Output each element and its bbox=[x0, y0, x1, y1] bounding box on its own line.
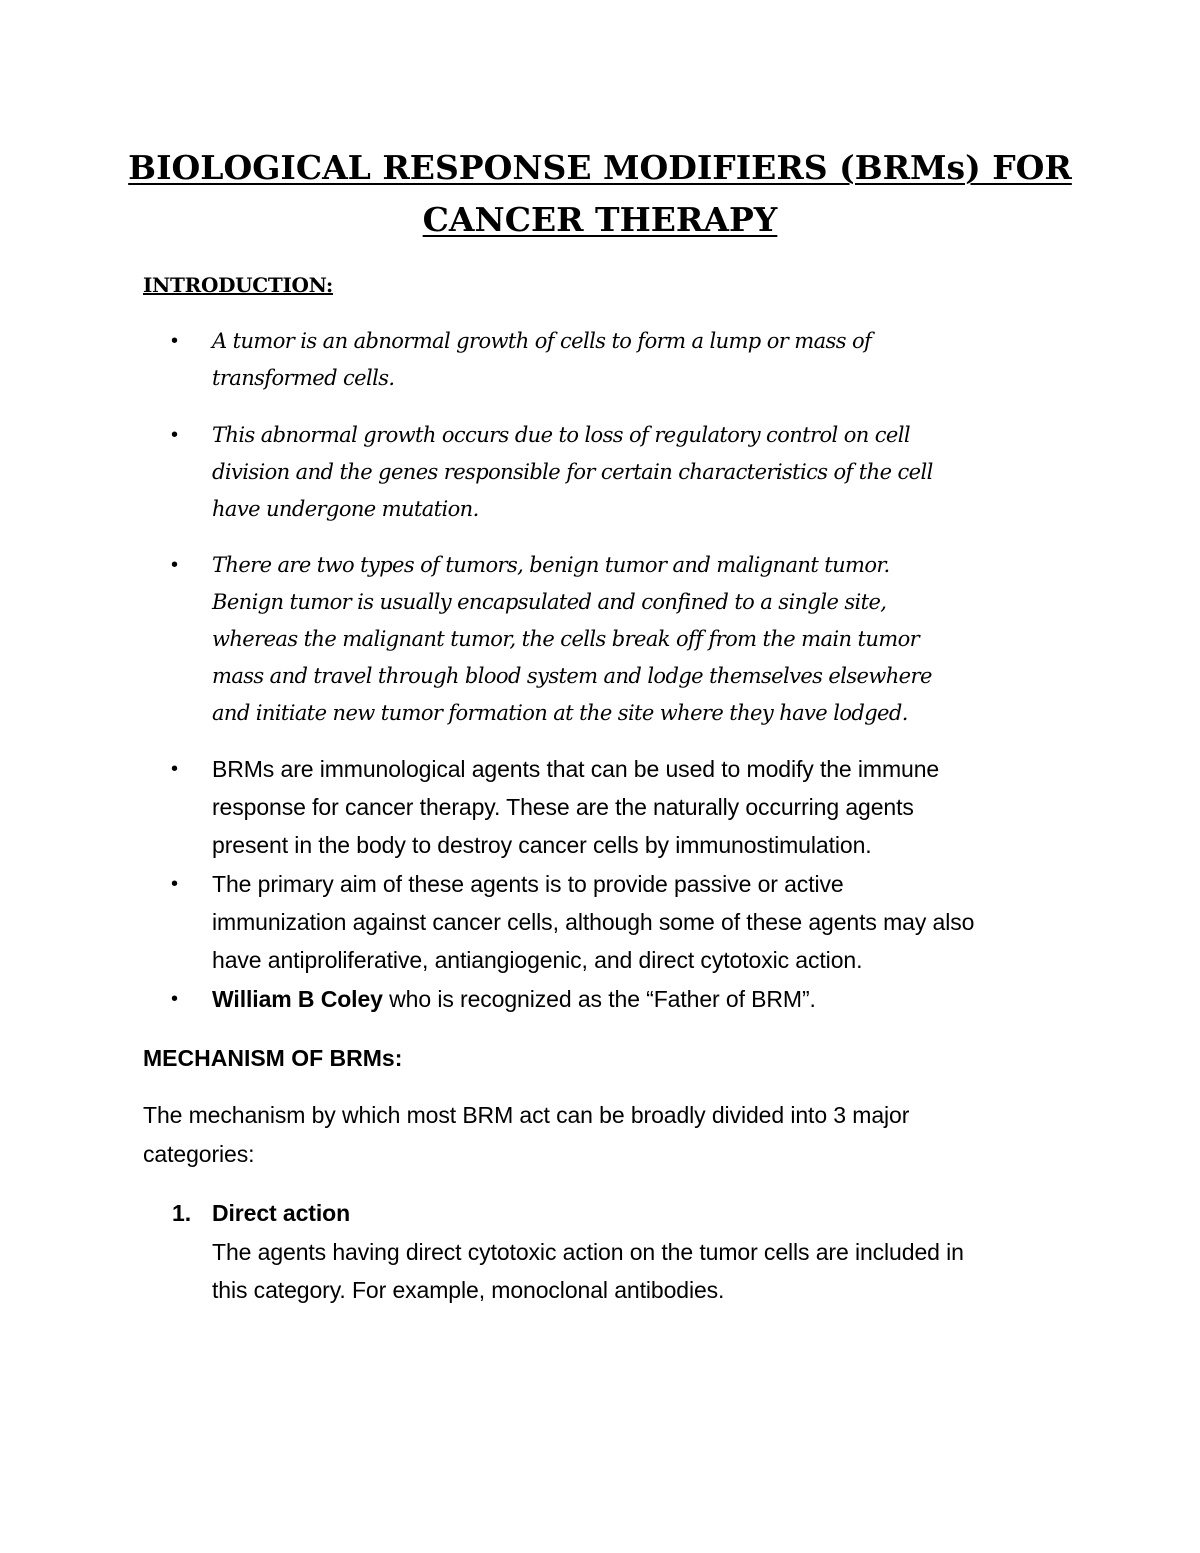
intro-bullet-1-line-1: A tumor is an abnormal growth of cells to form a lump or mass of bbox=[212, 329, 872, 353]
mechanism-heading: MECHANISM OF BRMs: bbox=[143, 1045, 403, 1071]
bullet-icon: • bbox=[171, 330, 179, 352]
category-1-line-1: The agents having direct cytotoxic action on the tumor cells are included in bbox=[212, 1239, 964, 1265]
intro-bullet-3-line-3: whereas the malignant tumor, the cells break off from the main tumor bbox=[212, 627, 920, 651]
bullet-icon: • bbox=[171, 988, 179, 1010]
introduction-heading: INTRODUCTION: bbox=[143, 273, 333, 297]
father-of-brm-name: William B Coley bbox=[212, 986, 383, 1012]
bullet-icon: • bbox=[171, 424, 179, 446]
father-of-brm-text: who is recognized as the “Father of BRM”. bbox=[382, 986, 816, 1012]
document-title-line-2: CANCER THERAPY bbox=[422, 200, 778, 239]
intro-bullet-5-line-3: have antiproliferative, antiangiogenic, and direct cytotoxic action. bbox=[212, 947, 863, 973]
intro-bullet-4-line-2: response for cancer therapy. These are the naturally occurring agents bbox=[212, 794, 914, 820]
intro-bullet-5-line-1: The primary aim of these agents is to provide passive or active bbox=[212, 871, 844, 897]
mechanism-intro-line-2: categories: bbox=[143, 1141, 255, 1167]
intro-bullet-5-line-2: immunization against cancer cells, although some of these agents may also bbox=[212, 909, 975, 935]
bullet-icon: • bbox=[171, 758, 179, 780]
intro-bullet-2-line-3: have undergone mutation. bbox=[212, 497, 479, 521]
intro-bullet-4-line-1: BRMs are immunological agents that can be used to modify the immune bbox=[212, 756, 940, 782]
intro-bullet-2-line-2: division and the genes responsible for certain characteristics of the cell bbox=[212, 460, 933, 484]
intro-bullet-2-line-1: This abnormal growth occurs due to loss of regulatory control on cell bbox=[212, 423, 910, 447]
mechanism-intro-line-1: The mechanism by which most BRM act can be broadly divided into 3 major bbox=[143, 1102, 910, 1128]
bullet-icon: • bbox=[171, 873, 179, 895]
category-1-line-2: this category. For example, monoclonal antibodies. bbox=[212, 1277, 725, 1303]
intro-bullet-6 bbox=[212, 981, 816, 1018]
intro-bullet-1-line-2: transformed cells. bbox=[212, 366, 395, 390]
document-title-line-1: BIOLOGICAL RESPONSE MODIFIERS (BRMs) FOR bbox=[128, 148, 1072, 187]
category-number: 1. bbox=[172, 1200, 192, 1226]
intro-bullet-3-line-2: Benign tumor is usually encapsulated and confined to a single site, bbox=[212, 590, 887, 614]
intro-bullet-3-line-5: and initiate new tumor formation at the site where they have lodged. bbox=[212, 701, 908, 725]
intro-bullet-3-line-4: mass and travel through blood system and lodge themselves elsewhere bbox=[212, 664, 932, 688]
category-title: Direct action bbox=[212, 1200, 351, 1226]
bullet-icon: • bbox=[171, 554, 179, 576]
intro-bullet-3-line-1: There are two types of tumors, benign tumor and malignant tumor. bbox=[212, 553, 890, 577]
intro-bullet-4-line-3: present in the body to destroy cancer cells by immunostimulation. bbox=[212, 832, 872, 858]
